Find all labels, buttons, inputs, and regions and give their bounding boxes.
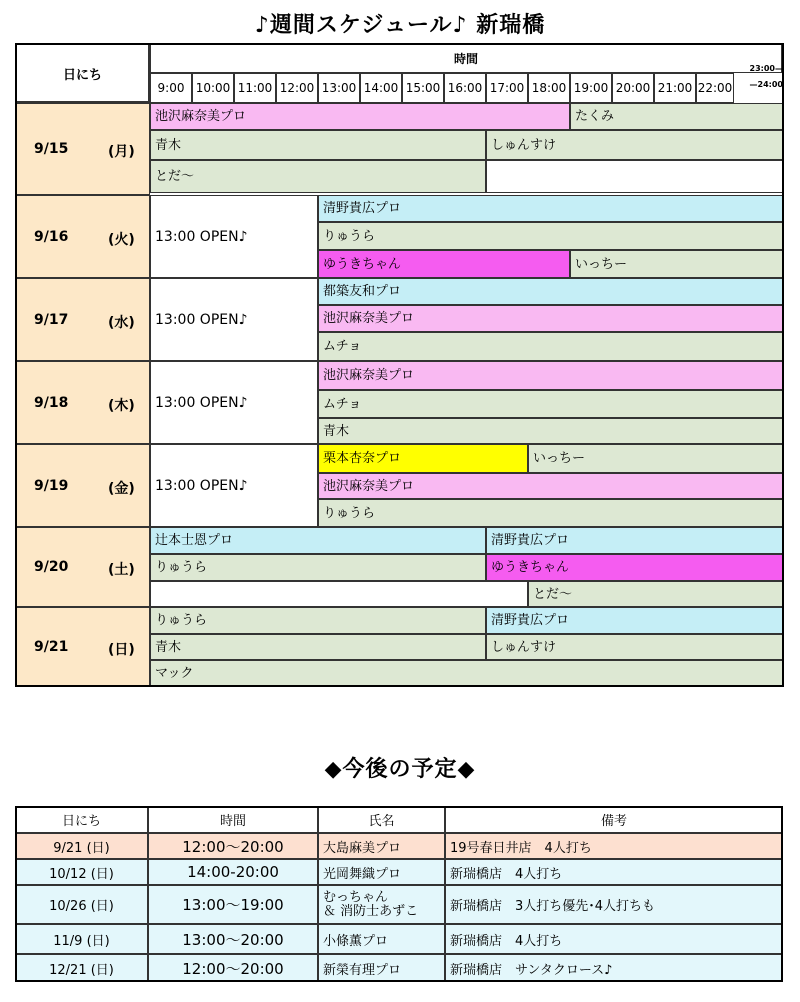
upcoming-date: 10/12 (日) xyxy=(15,859,148,885)
upcoming-date: 9/21 (日) xyxy=(15,833,148,859)
day-date-cell xyxy=(15,527,150,607)
day-date: 9/20 xyxy=(34,559,69,575)
shift-cell: 栗本杏奈プロ xyxy=(318,444,528,473)
upcoming-name xyxy=(318,885,445,924)
open-time-cell: 13:00 OPEN♪ xyxy=(150,195,318,278)
upcoming-name-line: ＆ 消防士あずこ xyxy=(323,903,419,919)
upcoming-note: 新瑞橋店 4人打ち xyxy=(445,859,783,885)
shift-cell: ムチョ xyxy=(318,332,783,361)
day-date-cell xyxy=(15,444,150,527)
shift-cell: たくみ xyxy=(570,103,783,130)
upcoming-header: 時間 xyxy=(148,806,318,833)
upcoming-date: 10/26 (日) xyxy=(15,885,148,924)
upcoming-header: 日にち xyxy=(15,806,148,833)
hour-label: 12:00 xyxy=(276,73,318,103)
day-date-cell xyxy=(15,278,150,361)
shift-cell: いっちー xyxy=(570,250,783,278)
shift-cell: しゅんすけ xyxy=(486,634,783,660)
shift-cell: 都築友和プロ xyxy=(318,278,783,305)
day-date: 9/16 xyxy=(34,228,69,245)
upcoming-header: 備考 xyxy=(445,806,783,833)
day-weekday: (金) xyxy=(108,480,135,497)
hour-label: 10:00 xyxy=(192,73,234,103)
open-time-cell: 13:00 OPEN♪ xyxy=(150,444,318,527)
shift-cell xyxy=(486,160,783,193)
upcoming-name: 大島麻美プロ xyxy=(318,833,445,859)
hour-label: 9:00 xyxy=(150,73,192,103)
shift-cell: りゅうら xyxy=(318,222,783,250)
hour-label: 21:00 xyxy=(654,73,696,103)
hour-label: 22:00 xyxy=(696,73,734,103)
day-date-cell xyxy=(15,103,150,195)
upcoming-name-line: むっちゃん xyxy=(323,889,389,905)
upcoming-title: ◆今後の予定◆ xyxy=(324,757,476,782)
day-weekday: (日) xyxy=(108,642,135,658)
page-title: ♪週間スケジュール♪ 新瑞橋 xyxy=(254,13,546,38)
shift-cell xyxy=(150,581,528,607)
upcoming-note: 新瑞橋店 4人打ち xyxy=(445,924,783,954)
hour-label: 19:00 xyxy=(570,73,612,103)
shift-cell: ゆうきちゃん xyxy=(486,554,783,581)
shift-cell: 青木 xyxy=(150,130,486,160)
hour-label: 15:00 xyxy=(402,73,444,103)
upcoming-time: 12:00～20:00 xyxy=(148,833,318,859)
hour-label: 14:00 xyxy=(360,73,402,103)
shift-cell: 青木 xyxy=(150,634,486,660)
day-date-cell xyxy=(15,607,150,687)
upcoming-date: 12/21 (日) xyxy=(15,954,148,982)
upcoming-name: 新榮有理プロ xyxy=(318,954,445,982)
day-date-cell xyxy=(15,195,150,278)
shift-cell: ムチョ xyxy=(318,390,783,418)
day-date: 9/15 xyxy=(34,141,69,157)
hour-label: 17:00 xyxy=(486,73,528,103)
late-hours-label xyxy=(741,65,783,103)
shift-cell: 池沢麻奈美プロ xyxy=(150,103,570,130)
late-hours-end: —24:00 xyxy=(749,80,783,89)
upcoming-time: 13:00～20:00 xyxy=(148,924,318,954)
shift-cell: りゅうら xyxy=(150,607,486,634)
upcoming-time: 14:00-20:00 xyxy=(148,859,318,885)
shift-cell: りゅうら xyxy=(318,499,783,527)
upcoming-date: 11/9 (日) xyxy=(15,924,148,954)
shift-cell: ゆうきちゃん xyxy=(318,250,570,278)
upcoming-note: 19号春日井店 4人打ち xyxy=(445,833,783,859)
time-header: 時間 xyxy=(150,43,783,73)
day-date: 9/21 xyxy=(34,639,69,655)
day-weekday: (土) xyxy=(108,562,135,578)
upcoming-name: 小條薫プロ xyxy=(318,924,445,954)
upcoming-name: 光岡舞織プロ xyxy=(318,859,445,885)
shift-cell: 青木 xyxy=(318,418,783,444)
day-weekday: (火) xyxy=(108,231,135,248)
upcoming-time: 13:00～19:00 xyxy=(148,885,318,924)
shift-cell: マック xyxy=(150,660,783,687)
shift-cell: 池沢麻奈美プロ xyxy=(318,361,783,390)
day-weekday: (月) xyxy=(108,144,135,160)
open-time-cell: 13:00 OPEN♪ xyxy=(150,361,318,444)
shift-cell: 池沢麻奈美プロ xyxy=(318,473,783,499)
shift-cell: 辻本士恩プロ xyxy=(150,527,486,554)
upcoming-note: 新瑞橋店 3人打ち優先･4人打ちも xyxy=(445,885,783,924)
shift-cell: しゅんすけ xyxy=(486,130,783,160)
shift-cell: 清野貴広プロ xyxy=(486,607,783,634)
day-date: 9/18 xyxy=(34,394,69,411)
shift-cell: いっちー xyxy=(528,444,783,473)
day-date-cell xyxy=(15,361,150,444)
day-date: 9/17 xyxy=(34,311,69,328)
day-weekday: (木) xyxy=(108,397,135,414)
upcoming-note: 新瑞橋店 サンタクロース♪ xyxy=(445,954,783,982)
shift-cell: 清野貴広プロ xyxy=(318,195,783,222)
date-header: 日にち xyxy=(15,43,150,103)
open-time-cell: 13:00 OPEN♪ xyxy=(150,278,318,361)
hour-label: 16:00 xyxy=(444,73,486,103)
shift-cell: 池沢麻奈美プロ xyxy=(318,305,783,332)
hour-label: 20:00 xyxy=(612,73,654,103)
late-hours-start: 23:00— xyxy=(749,64,783,73)
shift-cell: とだ～ xyxy=(150,160,486,193)
upcoming-time: 12:00～20:00 xyxy=(148,954,318,982)
shift-cell: 清野貴広プロ xyxy=(486,527,783,554)
hour-label: 13:00 xyxy=(318,73,360,103)
day-weekday: (水) xyxy=(108,314,135,331)
hour-label: 11:00 xyxy=(234,73,276,103)
shift-cell: とだ～ xyxy=(528,581,783,607)
day-date: 9/19 xyxy=(34,477,69,494)
hour-label: 18:00 xyxy=(528,73,570,103)
upcoming-header: 氏名 xyxy=(318,806,445,833)
shift-cell: りゅうら xyxy=(150,554,486,581)
